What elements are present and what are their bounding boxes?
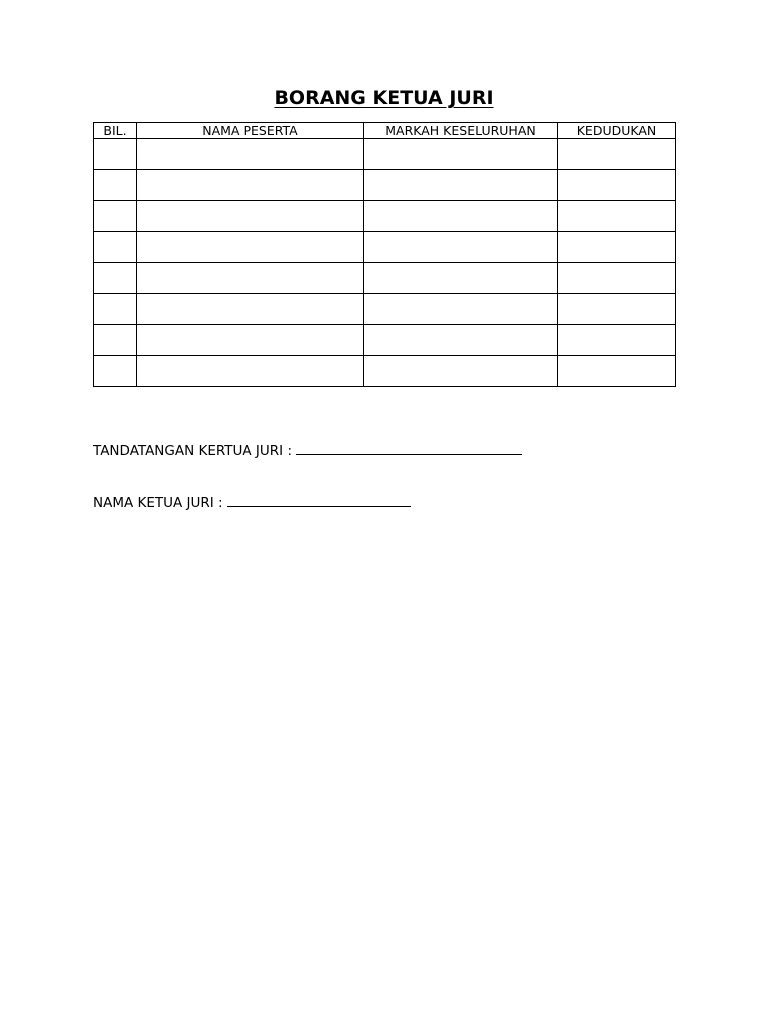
cell-bil[interactable] (94, 201, 137, 232)
cell-bil[interactable] (94, 170, 137, 201)
cell-markah-keseluruhan[interactable] (364, 356, 558, 387)
cell-markah-keseluruhan[interactable] (364, 294, 558, 325)
cell-bil[interactable] (94, 294, 137, 325)
cell-kedudukan[interactable] (558, 263, 676, 294)
table-row (94, 139, 676, 170)
cell-bil[interactable] (94, 356, 137, 387)
cell-bil[interactable] (94, 325, 137, 356)
table-header-row (94, 123, 676, 139)
table-body (94, 139, 676, 387)
table-row (94, 170, 676, 201)
cell-markah-keseluruhan[interactable] (364, 263, 558, 294)
cell-markah-keseluruhan[interactable] (364, 325, 558, 356)
table-row (94, 356, 676, 387)
cell-markah-keseluruhan[interactable] (364, 232, 558, 263)
cell-nama-peserta[interactable] (137, 201, 364, 232)
cell-nama-peserta[interactable] (137, 356, 364, 387)
document-title: BORANG KETUA JURI (274, 87, 494, 109)
cell-markah-keseluruhan[interactable] (364, 170, 558, 201)
cell-nama-peserta[interactable] (137, 325, 364, 356)
cell-nama-peserta[interactable] (137, 232, 364, 263)
table-row (94, 232, 676, 263)
signature-blank[interactable] (296, 442, 522, 455)
cell-kedudukan[interactable] (558, 232, 676, 263)
cell-nama-peserta[interactable] (137, 139, 364, 170)
cell-bil[interactable] (94, 139, 137, 170)
cell-kedudukan[interactable] (558, 139, 676, 170)
cell-kedudukan[interactable] (558, 294, 676, 325)
signature-label: TANDATANGAN KERTUA JURI : (93, 443, 292, 459)
table-row (94, 325, 676, 356)
table-row (94, 294, 676, 325)
cell-nama-peserta[interactable] (137, 263, 364, 294)
cell-kedudukan[interactable] (558, 356, 676, 387)
cell-nama-peserta[interactable] (137, 170, 364, 201)
cell-markah-keseluruhan[interactable] (364, 201, 558, 232)
cell-nama-peserta[interactable] (137, 294, 364, 325)
cell-bil[interactable] (94, 263, 137, 294)
cell-kedudukan[interactable] (558, 170, 676, 201)
name-blank[interactable] (227, 494, 411, 507)
table-row (94, 263, 676, 294)
cell-markah-keseluruhan[interactable] (364, 139, 558, 170)
cell-kedudukan[interactable] (558, 325, 676, 356)
header-kedudukan: KEDUDUKAN (558, 123, 676, 139)
signature-line (93, 442, 522, 460)
name-label: NAMA KETUA JURI : (93, 495, 223, 511)
header-bil: BIL. (94, 123, 137, 139)
header-markah-keseluruhan: MARKAH KESELURUHAN (364, 123, 558, 139)
header-nama-peserta: NAMA PESERTA (137, 123, 364, 139)
table-row (94, 201, 676, 232)
results-table (93, 122, 676, 387)
cell-bil[interactable] (94, 232, 137, 263)
name-line (93, 494, 411, 512)
cell-kedudukan[interactable] (558, 201, 676, 232)
